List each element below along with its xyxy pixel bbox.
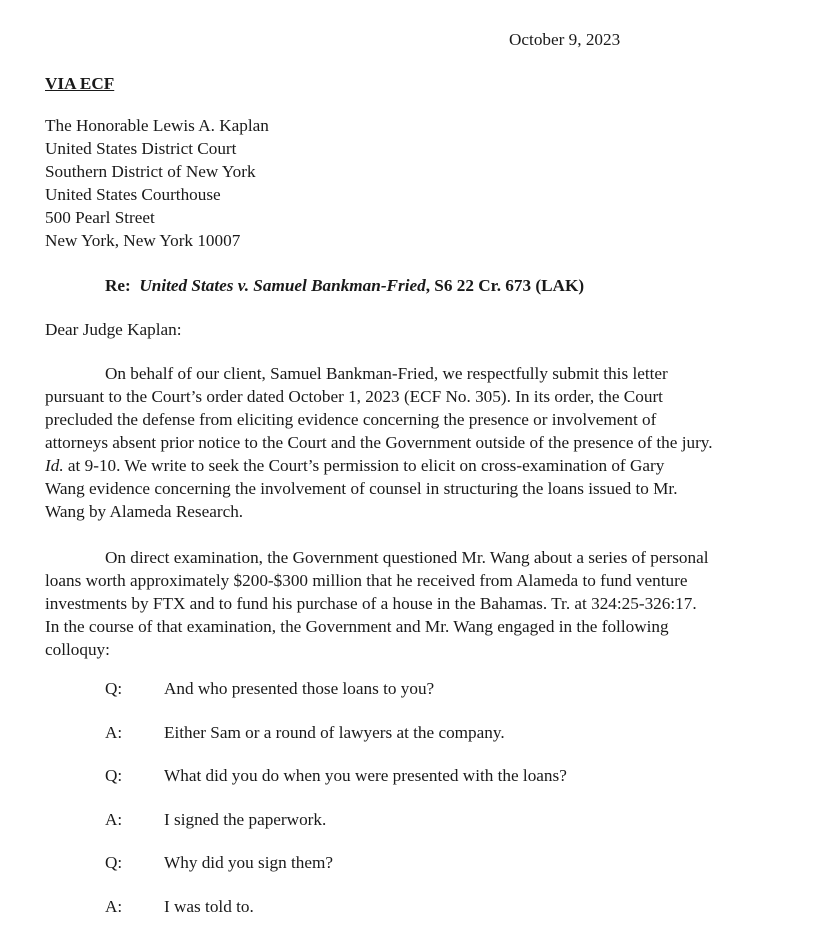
paragraph-line: attorneys absent prior notice to the Court and the Government outside of the presence of the jury. [45, 433, 713, 452]
recipient-address [45, 114, 269, 252]
colloquy-speaker: Q: [105, 853, 123, 872]
paragraph-line: precluded the defense from eliciting evidence concerning the presence or involvement of [45, 410, 657, 429]
colloquy-speaker: Q: [105, 679, 123, 698]
address-line: Southern District of New York [45, 162, 256, 181]
paragraph-line: In the course of that examination, the Government and Mr. Wang engaged in the following [45, 617, 669, 636]
id-citation: Id. [45, 456, 64, 475]
salutation: Dear Judge Kaplan: [45, 320, 182, 339]
paragraph-line: loans worth approximately $200-$300 million that he received from Alameda to fund venture [45, 571, 688, 590]
re-case-number: , S6 22 Cr. 673 (LAK) [425, 276, 585, 295]
paragraph-line: On behalf of our client, Samuel Bankman-Fried, we respectfully submit this letter [105, 364, 668, 383]
colloquy-item [105, 808, 326, 831]
paragraph-line: investments by FTX and to fund his purchase of a house in the Bahamas. Tr. at 324:25-326:17. [45, 594, 697, 613]
colloquy-speaker: A: [105, 897, 123, 916]
paragraph-1 [45, 362, 835, 523]
colloquy-speaker: A: [105, 723, 123, 742]
address-line: 500 Pearl Street [45, 208, 155, 227]
re-line [105, 274, 584, 297]
paragraph-line: Wang evidence concerning the involvement of counsel in structuring the loans issued to Mr. [45, 479, 678, 498]
address-line: New York, New York 10007 [45, 231, 241, 250]
colloquy-text: Why did you sign them? [164, 853, 333, 872]
colloquy-speaker: A: [105, 810, 123, 829]
re-case-name: United States v. Samuel Bankman-Fried [139, 276, 426, 295]
paragraph-line-text: at 9-10. We write to seek the Court’s permission to elicit on cross-examination of Gary [67, 456, 665, 475]
delivery-method: VIA ECF [45, 74, 115, 93]
address-line: United States District Court [45, 139, 237, 158]
paragraph-2 [45, 546, 835, 661]
paragraph-line: pursuant to the Court’s order dated October 1, 2023 (ECF No. 305). In its order, the Court [45, 387, 663, 406]
colloquy-text: I signed the paperwork. [164, 810, 327, 829]
colloquy-item [105, 721, 505, 744]
colloquy-text: What did you do when you were presented with the loans? [164, 766, 567, 785]
colloquy-text: And who presented those loans to you? [164, 679, 435, 698]
colloquy-speaker: Q: [105, 766, 123, 785]
address-line: The Honorable Lewis A. Kaplan [45, 116, 269, 135]
address-line: United States Courthouse [45, 185, 221, 204]
paragraph-line: Wang by Alameda Research. [45, 502, 244, 521]
colloquy-item [105, 677, 434, 700]
re-label: Re: [105, 276, 131, 295]
colloquy-text: Either Sam or a round of lawyers at the company. [164, 723, 505, 742]
colloquy-text: I was told to. [164, 897, 254, 916]
paragraph-line: On direct examination, the Government questioned Mr. Wang about a series of personal [105, 548, 709, 567]
paragraph-line [45, 454, 835, 477]
colloquy-item [105, 895, 254, 918]
colloquy-item [105, 764, 567, 787]
colloquy-item [105, 851, 333, 874]
letter-date: October 9, 2023 [509, 30, 621, 49]
paragraph-line: colloquy: [45, 640, 110, 659]
